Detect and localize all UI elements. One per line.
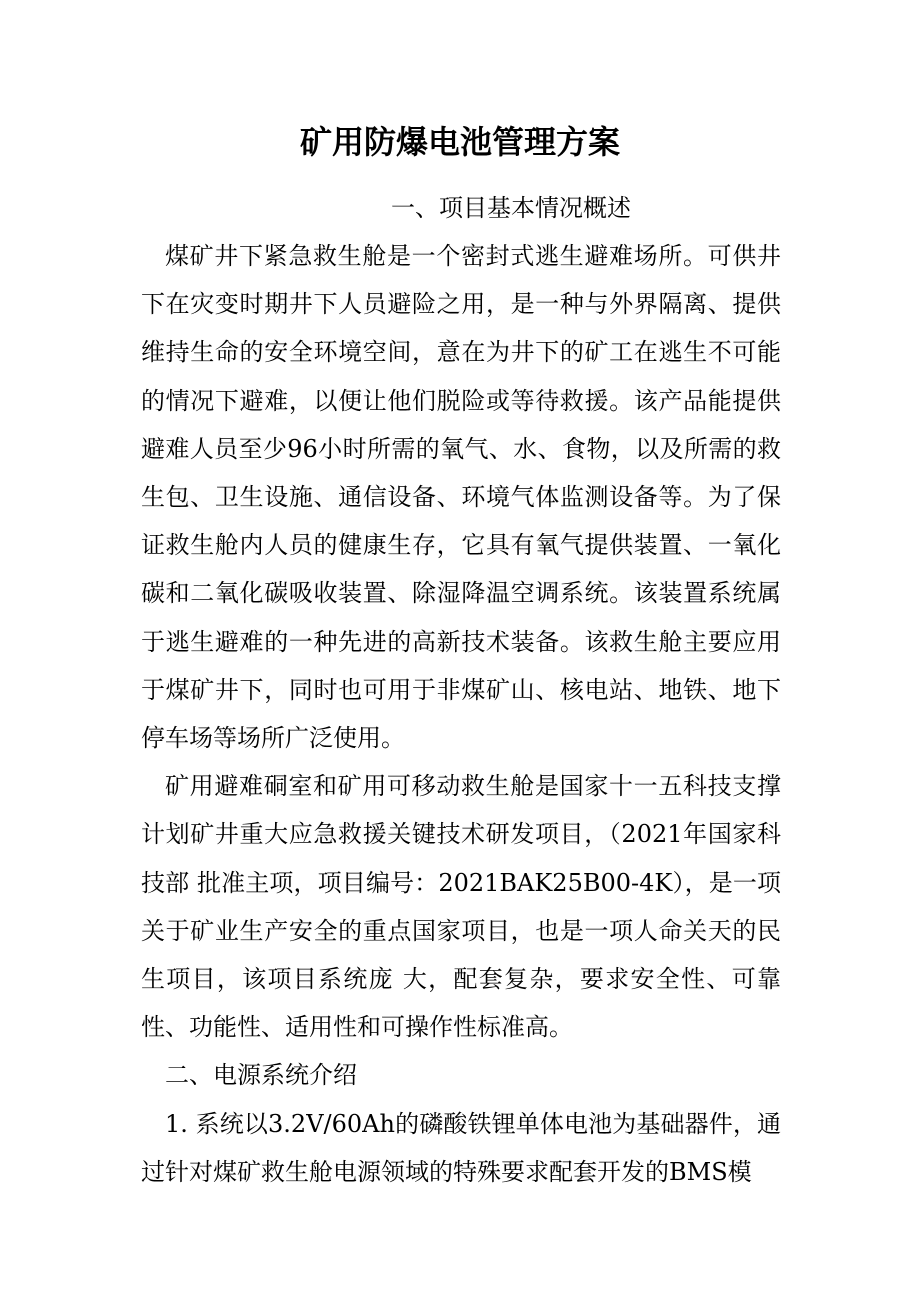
paragraph-rescue-capsule-overview: 煤矿井下紧急救生舱是一个密封式逃生避难场所。可供井下在灾变时期井下人员避险之用，是一种与外界隔离、提供维持生命的安全环境空间，意在为井下的矿工在逃生不可能的情况下避难，以便让他们脱险或等待救援。该产品能提供避难人员至少96小时所需的氧气、水、食物，以及所需的救生包、卫生设施、通信设备、环境气体监测设备等。为了保证救生舱内人员的健康生存，它具有氧气提供装置、一氧化碳和二氧化碳吸收装置、除湿降温空调系统。该装置系统属于逃生避难的一种先进的高新技术装备。该救生舱主要应用于煤矿井下，同时也可用于非煤矿山、核电站、地铁、地下停车场等场所广泛使用。: [141, 242, 781, 753]
document-title: 矿用防爆电池管理方案: [299, 123, 620, 161]
paragraph-national-project: 矿用避难硐室和矿用可移动救生舱是国家十一五科技支撑计划矿井重大应急救援关键技术研发项目，（2021年国家科技部 批准主项，项目编号：2021BAK25B00-4K），是一项关于矿业生产安全的重点国家项目，也是一项人命关天的民生项目，该项目系统庞 大，配套复杂，要求安全性、可靠性、功能性、适用性和可操作性标准高。: [141, 772, 781, 1042]
document-body: [141, 184, 781, 1196]
section-heading-power-system: 二、电源系统介绍: [165, 1061, 357, 1090]
section-heading-overview: 一、项目基本情况概述: [391, 194, 631, 222]
paragraph-power-system-item-1: 1. 系统以3.2V/60Ah的磷酸铁锂单体电池为基础器件，通过针对煤矿救生舱电源领域的特殊要求配套开发的BMS模: [141, 1109, 781, 1186]
